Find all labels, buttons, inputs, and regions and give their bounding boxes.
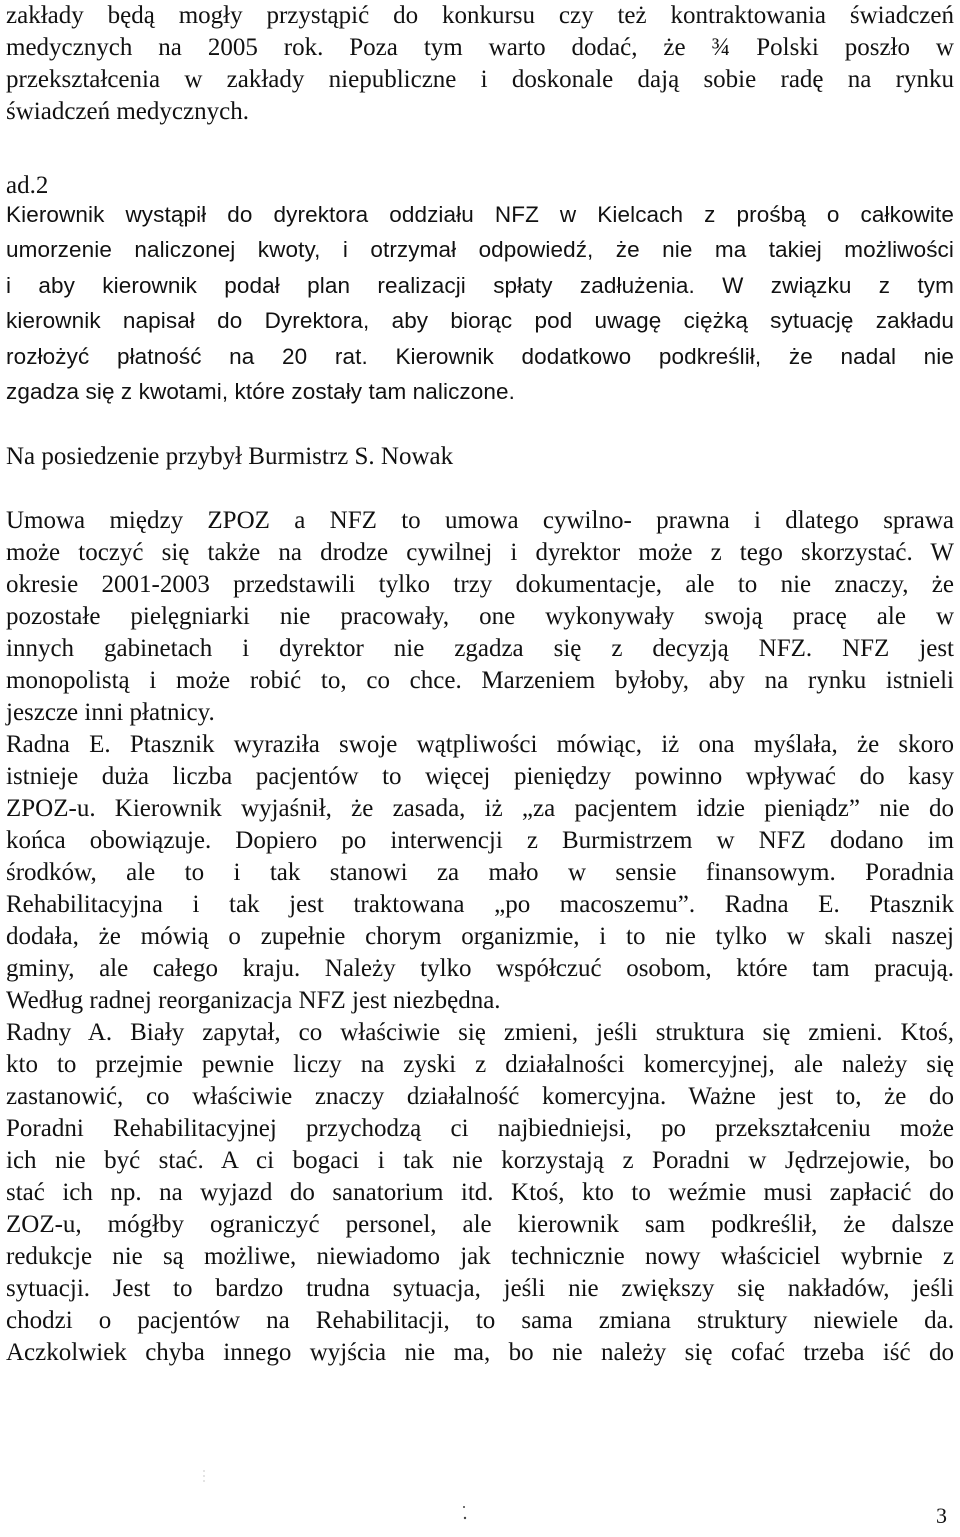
text-line: innych gabinetach i dyrektor nie zgadza się z decyzją NFZ. NFZ jest — [6, 635, 954, 662]
text-line: Radny A. Biały zapytał, co właściwie się zmieni, jeśli struktura się zmieni. Ktoś, — [6, 1019, 954, 1046]
text-line: okresie 2001-2003 przedstawili tylko trzy dokumentacje, ale to nie znaczy, że — [6, 571, 954, 598]
text-line: chodzi o pacjentów na Rehabilitacji, to sama zmiana struktury niewiele da. — [6, 1307, 954, 1334]
text-line: zastanowić, co właściwie znaczy działalność komercyjna. Ważne jest to, że do — [6, 1083, 954, 1110]
paragraph-arrival — [6, 441, 954, 473]
text-line: przekształcenia w zakłady niepubliczne i doskonale dają sobie radę na rynku — [6, 66, 954, 93]
text-line: Poradni Rehabilitacyjnej przychodzą ci najbiedniejsi, po przekształceniu może — [6, 1115, 954, 1142]
page-number: 3 — [936, 1503, 947, 1528]
text-line: zakłady będą mogły przystąpić do konkursu czy też kontraktowania świadczeń — [6, 2, 954, 29]
text-line: Umowa między ZPOZ a NFZ to umowa cywilno- prawna i dlatego sprawa — [6, 507, 954, 534]
text-line: istnieje duża liczba pacjentów to więcej pieniędzy powinno wpływać do kasy — [6, 763, 954, 790]
text-line: sytuacji. Jest to bardzo trudna sytuacja, jeśli nie zwiększy się nakładów, jeśli — [6, 1275, 954, 1302]
text-line: świadczeń medycznych. — [6, 98, 249, 125]
text-line: gminy, ale całego kraju. Należy tylko współczuć osobom, które tam pracują. — [6, 955, 954, 982]
text-line: pozostałe pielęgniarki nie pracowały, one wykonywały swoją pracę ale w — [6, 603, 954, 630]
text-line: ZOZ-u, mógłby ograniczyć personel, ale kierownik sam podkreślił, że dalsze — [6, 1211, 954, 1238]
text-line: dodała, że mówią o zupełnie chorym organizmie, i to nie tylko w skali naszej — [6, 923, 954, 950]
text-line: i aby kierownik podał plan realizacji spłaty zadłużenia. W związku z tym — [6, 272, 954, 298]
text-line: rozłożyć płatność na 20 rat. Kierownik dodatkowo podkreślił, że nadal nie — [6, 343, 954, 369]
text-line: Radna E. Ptasznik wyraziła swoje wątpliwości mówiąc, iż ona myślała, że skoro — [6, 731, 954, 758]
text-line: jeszcze inni płatnicy. — [6, 699, 215, 726]
text-line: może toczyć się także na drodze cywilnej i dyrektor może z tego skorzystać. W — [6, 539, 954, 566]
text-line: monopolistą i może robić to, co chce. Marzeniem byłoby, aby na rynku istnieli — [6, 667, 954, 694]
text-line: kto to przejmie pewnie liczy na zyski z działalności komercyjnej, ale należy się — [6, 1051, 954, 1078]
scan-speck-mark — [203, 1470, 205, 1484]
text-line: Rehabilitacyjna i tak jest traktowana „po macoszemu”. Radna E. Ptasznik — [6, 891, 954, 918]
section-label-text: ad.2 — [6, 172, 49, 199]
text-line: zgadza się z kwotami, które zostały tam naliczone. — [6, 379, 515, 405]
text-line: ZPOZ-u. Kierownik wyjaśnił, że zasada, iż „za pacjentem idzie pieniądz” nie do — [6, 795, 954, 822]
paragraph-continuation — [6, 0, 954, 128]
text-line: Na posiedzenie przybył Burmistrz S. Nowak — [6, 443, 454, 470]
text-line: ich nie być stać. A ci bogaci i tak nie korzystają z Poradni w Jędrzejowie, bo — [6, 1147, 954, 1174]
scan-dot — [462, 1504, 468, 1527]
paragraph-discussion — [6, 505, 954, 1369]
text-line: środków, ale to i tak stanowi za mało w sensie finansowym. Poradnia — [6, 859, 954, 886]
text-line: Według radnej reorganizacja NFZ jest niezbędna. — [6, 987, 501, 1014]
text-line: redukcje nie są możliwe, niewiadomo jak technicznie nowy właściciel wybrnie z — [6, 1243, 954, 1270]
text-line: kierownik napisał do Dyrektora, aby biorąc pod uwagę ciężką sytuację zakładu — [6, 308, 954, 334]
scan-speck — [203, 1470, 205, 1484]
text-line: Kierownik wystąpił do dyrektora oddziału NFZ w Kielcach z prośbą o całkowite — [6, 202, 954, 227]
scan-dot-mark — [462, 1504, 468, 1522]
text-line: medycznych na 2005 rok. Poza tym warto dodać, że ¾ Polski poszło w — [6, 34, 954, 61]
text-line: umorzenie naliczonej kwoty, i otrzymał odpowiedź, że nie ma takiej możliwości — [6, 237, 954, 263]
text-line: Aczkolwiek chyba innego wyjścia nie ma, bo nie należy się cofać trzeba iść do — [6, 1339, 954, 1366]
paragraph-ad2 — [6, 197, 954, 409]
text-line: stać ich np. na wyjazd do sanatorium itd. Ktoś, kto to weźmie musi zapłacić do — [6, 1179, 954, 1206]
text-line: końca obowiązuje. Dopiero po interwencji z Burmistrzem w NFZ dodano im — [6, 827, 954, 854]
